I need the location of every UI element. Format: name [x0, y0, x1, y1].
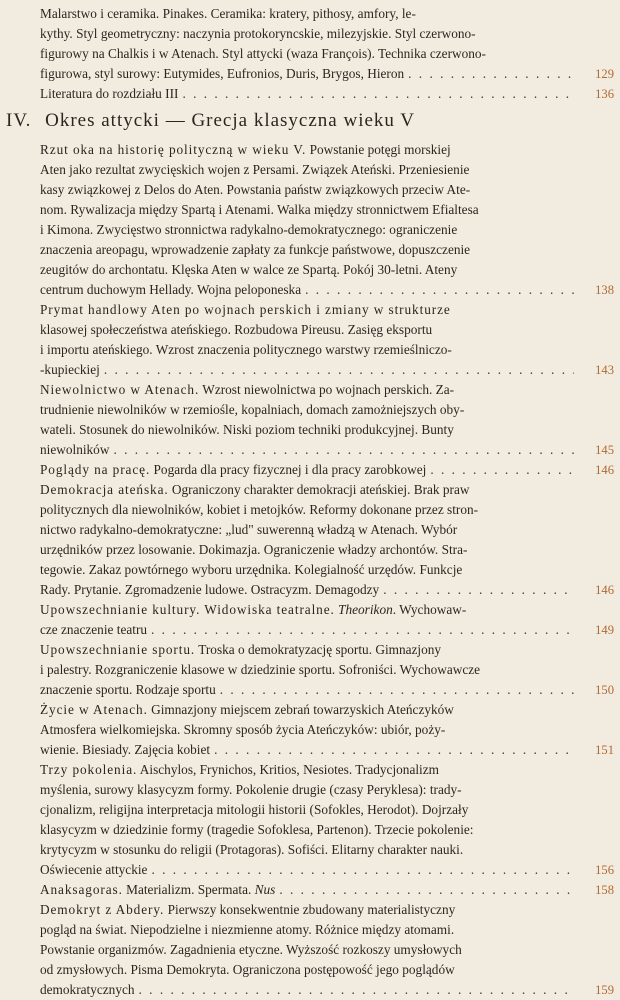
toc-entry [40, 880, 614, 900]
entry-line: figurowa, styl surowy: Eutymides, Eufronios, Duris, Brygos, Hieron [40, 66, 405, 81]
entry-line [40, 200, 574, 220]
entry-text: Anaksagoras. Materializm. Spermata. Nus [40, 882, 276, 897]
entry-line [40, 840, 574, 860]
page-number: 151 [595, 743, 614, 757]
entry-line [40, 500, 574, 520]
toc-entry [40, 760, 614, 880]
entry-text: politycznych dla niewolników, kobiet i metojków. Reformy dokonane przez stron- [40, 502, 479, 517]
entry-line: Malarstwo i ceramika. Pinakes. Ceramika: kratery, pithosy, amfory, le- [40, 6, 416, 21]
entry-line [40, 960, 574, 980]
entry-lead: Poglądy na pracę. [40, 462, 151, 477]
leader-dots [147, 860, 574, 880]
entry-line [40, 180, 574, 200]
entry-text: wienie. Biesiady. Zajęcia kobiet [40, 742, 211, 757]
entry-last-line [40, 360, 574, 380]
toc-entry [40, 640, 614, 700]
entry-text: Upowszechnianie sportu. Troska o demokratyzację sportu. Gimnazjony [40, 642, 442, 657]
page-number: 150 [595, 683, 614, 697]
entry-last-line [40, 880, 574, 900]
entry-text: Aten jako rezultat zwycięskich wojen z Persami. Związek Ateński. Przeniesienie [40, 162, 470, 177]
entry-line [40, 760, 574, 780]
entry-line [40, 300, 574, 320]
entry-lead: Prymat handlowy Aten po wojnach perskich i zmiany w strukturze [40, 302, 451, 317]
entry-line [40, 940, 574, 960]
leader-dots [379, 580, 574, 600]
italic-term: Theorikon [338, 602, 393, 617]
entry-last-line [40, 280, 574, 300]
toc-entry [40, 480, 614, 600]
entry-line [40, 800, 574, 820]
entry-text: Życie w Atenach. Gimnazjony miejscem zebrań towarzyskich Ateńczyków [40, 702, 454, 717]
entry-text: Trzy pokolenia. Aischylos, Frynichos, Kritios, Nesiotes. Tradycjonalizm [40, 762, 439, 777]
entry-text: od zmysłowych. Pisma Demokryta. Ograniczona postępowość jego poglądów [40, 962, 455, 977]
entry-text: zeugitów do archontatu. Klęska Aten w walce ze Spartą. Pokój 30-letni. Ateny [40, 262, 458, 277]
entry-text: cze znaczenie teatru [40, 622, 148, 637]
entry-lead: Rzut oka na historię polityczną w wieku V. [40, 142, 307, 157]
toc-entry [40, 600, 614, 640]
page-number: 145 [595, 443, 614, 457]
entry-text: tegowie. Zakaz powtórnego wyboru urzędnika. Kolegialność urzędów. Funkcje [40, 562, 463, 577]
toc-entry-malarstwo [40, 4, 614, 84]
entry-last-line [40, 740, 574, 760]
entry-text: wateli. Stosunek do niewolników. Niski poziom techniki produkcyjnej. Bunty [40, 422, 454, 437]
entry-line [40, 920, 574, 940]
entry-last-line [40, 64, 574, 84]
leader-dots [147, 620, 574, 640]
chapter-heading [6, 104, 574, 140]
entry-line [40, 900, 574, 920]
entry-last-line [40, 84, 574, 104]
italic-term: Nus [254, 882, 276, 897]
entry-line [40, 220, 574, 240]
page-number: 143 [595, 363, 614, 377]
entry-lead: Demokryt z Abdery. [40, 902, 165, 917]
entry-text: krytycyzm w stosunku do religii (Protagoras). Sofiści. Elitarny charakter nauki. [40, 842, 464, 857]
entry-line [40, 380, 574, 400]
entry-line [40, 420, 574, 440]
page-number: 138 [595, 283, 614, 297]
toc-entry-literatura [40, 84, 614, 104]
entry-last-line [40, 860, 574, 880]
entry-last-line [40, 620, 574, 640]
entry-text: centrum duchowym Hellady. Wojna peloponeska [40, 282, 302, 297]
page-number: 146 [595, 583, 614, 597]
leader-dots [210, 740, 574, 760]
entry-text: niewolników [40, 442, 110, 457]
leader-dots [301, 280, 574, 300]
entry-text: Oświecenie attyckie [40, 862, 148, 877]
entry-line [40, 480, 574, 500]
entry-line [40, 320, 574, 340]
entry-lead: Demokracja ateńska. [40, 482, 169, 497]
page-number: 129 [595, 67, 614, 81]
entry-line [40, 240, 574, 260]
entry-text: i importu ateńskiego. Wzrost znaczenia politycznego warstwy rzemieślniczo- [40, 342, 452, 357]
entry-lead: Niewolnictwo w Atenach. [40, 382, 200, 397]
entry-text: Poglądy na pracę. Pogarda dla pracy fizycznej i dla pracy zarobkowej [40, 462, 427, 477]
entry-text: demokratycznych [40, 982, 135, 997]
entry-line [40, 820, 574, 840]
leader-dots [135, 980, 574, 1000]
entry-line [40, 340, 574, 360]
entry-line: figurowy na Chalkis i w Atenach. Styl attycki (waza François). Technika czerwono- [40, 46, 486, 61]
entry-lead: Życie w Atenach. [40, 702, 148, 717]
page-number: 149 [595, 623, 614, 637]
entry-lead: Anaksagoras. [40, 882, 123, 897]
entry-text: Upowszechnianie kultury. Widowiska teatralne. Theorikon. Wychowaw- [40, 602, 467, 617]
toc-entry [40, 380, 614, 460]
entry-line: Literatura do rozdziału III [40, 86, 179, 101]
entry-line [40, 600, 574, 620]
chapter-title: Okres attycki — Grecja klasyczna wieku V [45, 110, 416, 131]
toc-entry [40, 140, 614, 300]
entry-text: trudnienie niewolników w rzemiośle, kopalniach, domach zamożniejszych oby- [40, 402, 465, 417]
leader-dots [216, 680, 574, 700]
entry-text: klasowej społeczeństwa ateńskiego. Rozbudowa Pireusu. Zasięg eksportu [40, 322, 433, 337]
entry-line [40, 140, 574, 160]
entry-last-line [40, 980, 574, 1000]
entry-text: -kupieckiej [40, 362, 100, 377]
entry-text: Powstanie organizmów. Zagadnienia etyczne. Wyższość rozkoszy umysłowych [40, 942, 462, 957]
entry-text: Demokryt z Abdery. Pierwszy konsekwentnie zbudowany materialistyczny [40, 902, 456, 917]
toc-entry [40, 300, 614, 380]
page-number: 146 [595, 463, 614, 477]
entry-last-line [40, 580, 574, 600]
chapter-number: IV. [6, 110, 32, 131]
entry-text: pogląd na świat. Niepodzielne i niezmienne atomy. Różnice między atomami. [40, 922, 455, 937]
entry-text: nictwo radykalno-demokratyczne: „lud" suwerenną władzą w Atenach. Wybór [40, 522, 458, 537]
leader-dots [404, 64, 574, 84]
toc-entry [40, 700, 614, 760]
leader-dots [275, 880, 574, 900]
entry-last-line [40, 460, 574, 480]
entry-line [40, 260, 574, 280]
entry-text: myślenia, surowy klasycyzm formy. Pokolenie drugie (czasy Peryklesa): trady- [40, 782, 462, 797]
entry-text: Niewolnictwo w Atenach. Wzrost niewolnictwa po wojnach perskich. Za- [40, 382, 455, 397]
entry-text [40, 302, 451, 317]
page-number: 159 [595, 983, 614, 997]
entry-text: Demokracja ateńska. Ograniczony charakter demokracji ateńskiej. Brak praw [40, 482, 470, 497]
entry-text: cjonalizm, religijna interpretacja mitologii historii (Sofokles, Herodot). Dojrzały [40, 802, 469, 817]
toc-entry [40, 460, 614, 480]
entry-text: Rady. Prytanie. Zgromadzenie ludowe. Ostracyzm. Demagodzy [40, 582, 380, 597]
entry-text: i palestry. Rozgraniczenie klasowe w dziedzinie sportu. Sofroniści. Wychowawcze [40, 662, 481, 677]
entry-lead: Upowszechnianie kultury. Widowiska teatralne. [40, 602, 335, 617]
entry-line: kythy. Styl geometryczny: naczynia protokoryncskie, milezyjskie. Styl czerwono- [40, 26, 476, 41]
page-number: 136 [595, 87, 614, 101]
entries-list [40, 140, 614, 1000]
leader-dots [100, 360, 574, 380]
entry-text: i Kimona. Zwycięstwo stronnictwa radykalno-demokratycznego: ograniczenie [40, 222, 458, 237]
entry-line [40, 540, 574, 560]
entry-line [40, 640, 574, 660]
entry-line [40, 700, 574, 720]
entry-text: Atmosfera wielkomiejska. Skromny sposób życia Ateńczyków: ubiór, poży- [40, 722, 446, 737]
entry-text: znaczenia areopagu, wprowadzenie zapłaty za funkcje państwowe, dopuszczenie [40, 242, 471, 257]
page-number: 156 [595, 863, 614, 877]
entry-line [40, 780, 574, 800]
entry-line [40, 560, 574, 580]
entry-text: nom. Rywalizacja między Spartą i Atenami. Walka między stronnictwem Efialtesa [40, 202, 479, 217]
entry-text: klasycyzm w dziedzinie formy (tragedie Sofoklesa, Partenon). Trzecie pokolenie: [40, 822, 474, 837]
toc-entry [40, 900, 614, 1000]
leader-dots [178, 84, 574, 104]
entry-line [40, 160, 574, 180]
leader-dots [109, 440, 574, 460]
entry-text: kasy związkowej z Delos do Aten. Powstania państw związkowych przeciw Ate- [40, 182, 471, 197]
entry-text: znaczenie sportu. Rodzaje sportu [40, 682, 216, 697]
entry-last-line [40, 680, 574, 700]
page-number: 158 [595, 883, 614, 897]
entry-line [40, 720, 574, 740]
entry-text: Rzut oka na historię polityczną w wieku V. Powstanie potęgi morskiej [40, 142, 451, 157]
leader-dots [426, 460, 574, 480]
entry-text: urzędników przez losowanie. Dokimazja. Ograniczenie władzy archontów. Stra- [40, 542, 468, 557]
entry-lead: Upowszechnianie sportu. [40, 642, 196, 657]
entry-line [40, 660, 574, 680]
entry-last-line [40, 440, 574, 460]
table-of-contents [6, 4, 614, 1000]
entry-line [40, 400, 574, 420]
entry-line [40, 520, 574, 540]
entry-lead: Trzy pokolenia. [40, 762, 138, 777]
